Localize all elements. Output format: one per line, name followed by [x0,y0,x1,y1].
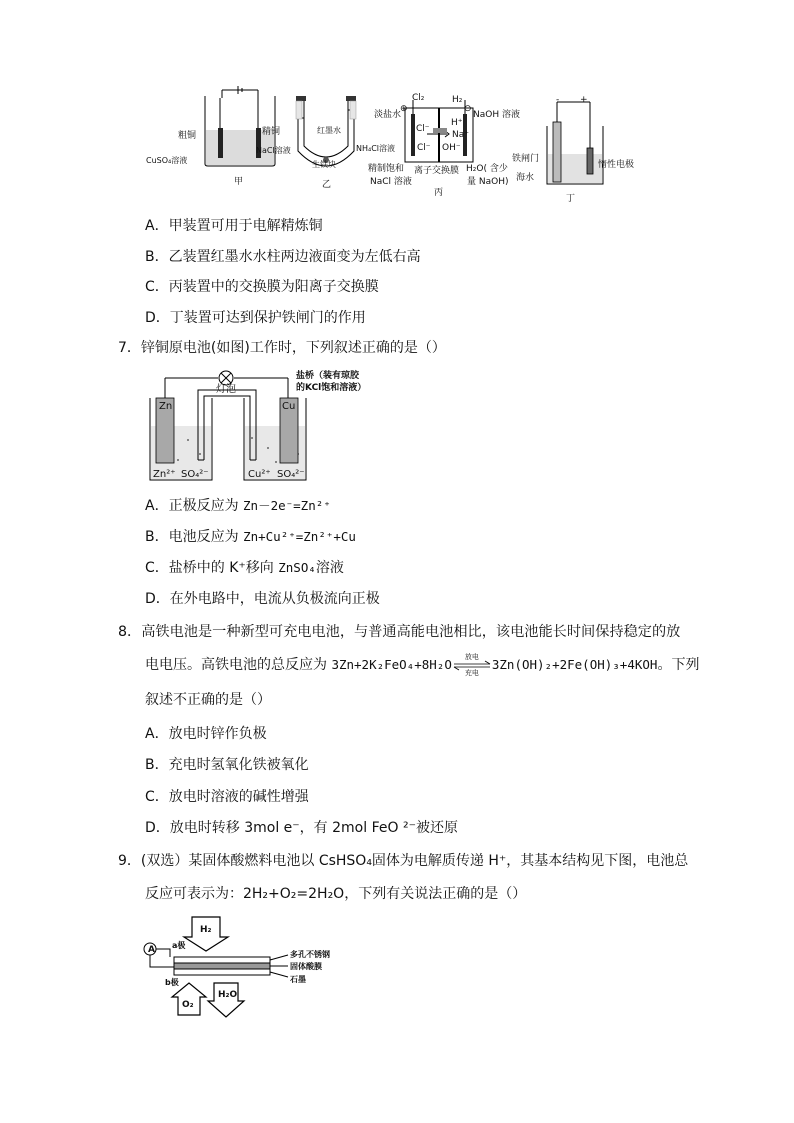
q8-arrow-charge: 充电 [464,669,479,677]
q7-option-b-equation: Zn+Cu²⁺=Zn²⁺+Cu [243,529,356,544]
bing-h2-label: H₂ [452,95,463,105]
bing-water-1: H₂O( 含少 [466,164,508,174]
q7-option-c-suffix: 溶液 [315,560,344,576]
ding-seawater: 海水 [516,173,535,183]
zn-ion-label: Zn²⁺ [153,469,176,480]
q9-line-2: 反应可表示为：2H₂+O₂=2H₂O，下列有关说法正确的是（） [145,886,527,902]
q8-option-c: C．放电时溶液的碱性增强 [145,789,309,805]
q6-option-b: B．乙装置红墨水水柱两边液面变为左低右高 [145,249,421,265]
bing-caption: 丙 [434,188,444,198]
q7-option-c-text: C．盐桥中的 K⁺移向 [145,560,279,576]
jia-right-label: 精铜 [262,127,281,137]
q9-b-pole-label: b极 [165,978,179,987]
q8-line-3: 叙述不正确的是（） [145,692,271,708]
bing-h-ion: H⁺ [451,118,463,128]
q9-ammeter-label: A [148,945,155,955]
bing-refined-2: NaCl 溶液 [370,177,412,187]
bing-naoh-solution: NaOH 溶液 [473,110,520,120]
salt-bridge-label-1: 盐桥（装有琼胶 [296,371,360,381]
bing-cl-ion: Cl⁻ [416,124,430,134]
q9-h2o-label: H₂O [218,990,238,1000]
q6-option-d: D．丁装置可达到保护铁闸门的作用 [145,310,366,326]
ding-gate: 铁闸门 [512,154,540,164]
bing-cl-ion-2: Cl⁻ [417,143,431,153]
q9-o2-label: O₂ [182,1000,194,1010]
q8-line-2-text: 电电压。高铁电池的总反应为 [145,657,332,673]
yi-iron-label: 生铁块 [312,160,336,169]
cu-electrode-label: Cu [282,401,296,412]
q7-option-b-text: B．电池反应为 [145,529,244,545]
q6-option-c: C．丙装置中的交换膜为阳离子交换膜 [145,279,379,295]
q8-arrow-discharge: 放电 [464,653,479,661]
cu-ion-label: Cu²⁺ [248,469,271,480]
q8-option-d: D．放电时转移 3mol e⁻，有 2mol FeO ²⁻被还原 [145,820,458,836]
salt-bridge-label-2: 的KCl饱和溶液） [296,383,367,393]
q9-line-1: 9．(双选）某固体酸燃料电池以 CsHSO₄固体为电解质传递 H⁺，其基本结构见下图，电池总 [118,853,689,869]
so4-left-label: SO₄²⁻ [181,469,209,480]
q9-graphite-label: 石墨 [290,975,306,984]
bulb-label: 灯泡 [216,384,236,395]
bing-minus: ⊖ [464,104,472,114]
yi-caption: 乙 [322,180,332,190]
bing-oh-ion: OH⁻ [442,143,461,153]
yi-right-solution: NH₄Cl溶液 [356,144,396,153]
fuel-cell-diagram [140,915,310,1025]
so4-right-label: SO₄²⁻ [277,469,305,480]
q8-option-a: A．放电时锌作负极 [145,726,267,742]
bing-cl2-label: Cl₂ [412,93,425,103]
q7-option-d: D．在外电路中，电流从负极流向正极 [145,591,380,607]
q7-option-c [145,558,344,578]
q7-stem: 7．锌铜原电池(如图)工作时，下列叙述正确的是（） [118,340,446,356]
q9-h2-label: H₂ [200,925,212,935]
bing-plus: ⊕ [400,104,408,114]
ding-plus: + [580,95,588,105]
q8-line-2 [145,655,699,675]
q8-line-1: 8．高铁电池是一种新型可充电电池，与普通高能电池相比，该电池能长时间保持稳定的放 [118,624,681,640]
q9-a-pole-label: a极 [172,941,186,950]
zn-electrode-label: Zn [159,401,173,412]
jia-solution-label: CuSO₄溶液 [146,156,188,165]
q7-option-b [145,527,356,547]
q9-steel-label: 多孔不锈钢 [290,950,330,959]
yi-left-solution: NaCl溶液 [256,146,291,155]
q8-line-2-suffix: 。下列 [657,657,700,673]
bing-water-2: 量 NaOH) [467,177,509,187]
ding-inert: 惰性电极 [598,160,635,170]
q7-option-a-equation: Zn－2e⁻=Zn²⁺ [243,498,331,513]
cathodic-protection-ding [545,96,625,192]
q8-option-b: B．充电时氢氧化铁被氧化 [145,757,309,773]
q6-option-a: A．甲装置可用于电解精炼铜 [145,218,323,234]
bing-refined-1: 精制饱和 [368,164,405,174]
jia-caption: 甲 [234,177,244,187]
ding-caption: 丁 [566,194,576,204]
q8-equation-left: 3Zn+2K₂FeO₄+8H₂O [331,657,452,672]
bing-light-brine: 淡盐水 [374,110,402,120]
q8-equation-right: 3Zn(OH)₂+2Fe(OH)₃+4KOH [491,657,658,672]
q7-option-a [145,496,331,516]
q7-option-c-formula: ZnSO₄ [278,560,316,575]
ding-minus: - [556,95,560,105]
bing-na-ion: Na⁺ [452,130,469,140]
q8-reversible-arrow [452,655,492,675]
q7-option-a-text: A．正极反应为 [145,498,244,514]
yi-ink-label: 红墨水 [317,126,341,135]
jia-left-label: 粗铜 [178,131,197,141]
q9-membrane-label: 固体酸膜 [290,962,322,971]
bing-membrane: 离子交换膜 [414,166,460,176]
